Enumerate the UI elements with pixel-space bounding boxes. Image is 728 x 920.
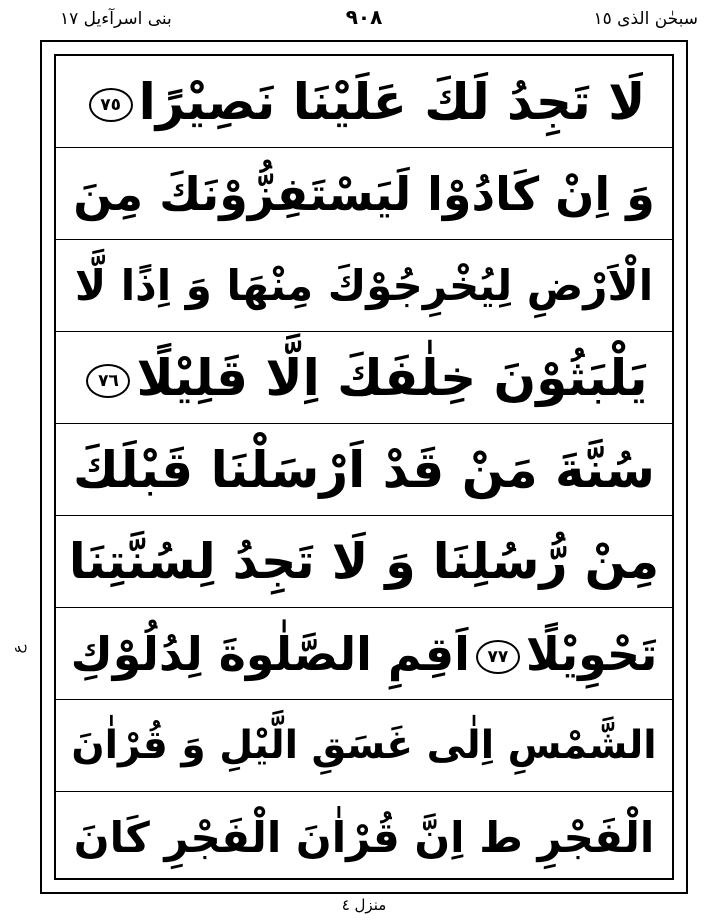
verse-segment: الْفَجْرِ ط اِنَّ قُرْاٰنَ الْفَجْرِ كَانَ bbox=[73, 813, 655, 862]
verse-segment: سُنَّةَ مَنْ قَدْ اَرْسَلْنَا قَبْلَكَ bbox=[73, 440, 655, 499]
verse-line bbox=[56, 608, 672, 700]
verse-line-text bbox=[80, 332, 647, 424]
verse-line bbox=[56, 56, 672, 148]
ayah-number-marker: ٧٧ bbox=[476, 640, 520, 674]
ayah-number-marker: ٧٥ bbox=[89, 88, 133, 122]
verse-line bbox=[56, 792, 672, 884]
verse-segment: وَ اِنْ كَادُوْا لَيَسْتَفِزُّوْنَكَ مِنَ bbox=[73, 166, 655, 221]
verse-segment: لَا تَجِدُ لَكَ عَلَيْنَا نَصِيْرًا bbox=[138, 72, 646, 131]
ayah-number-marker: ٧٦ bbox=[86, 364, 130, 398]
ruku-marker: ع bbox=[9, 644, 27, 654]
verse-line-text bbox=[71, 700, 656, 792]
verse-line bbox=[56, 332, 672, 424]
verse-line bbox=[56, 240, 672, 332]
verse-segment: الْاَرْضِ لِيُخْرِجُوْكَ مِنْهَا وَ اِذًا لَّا bbox=[74, 260, 654, 310]
page-number: ٩٠٨ bbox=[345, 5, 383, 29]
verse-line-text bbox=[74, 792, 654, 884]
verse-line bbox=[56, 424, 672, 516]
verse-line-text bbox=[73, 148, 655, 240]
verse-segment: يَلْبَثُوْنَ خِلٰفَكَ اِلَّا قَلِيْلًا bbox=[136, 348, 648, 407]
verse-line-text bbox=[75, 240, 653, 332]
verse-segment: الشَّمْسِ اِلٰى غَسَقِ الَّيْلِ وَ قُرْاٰنَ bbox=[71, 722, 657, 768]
verse-segment: مِنْ رُّسُلِنَا وَ لَا تَجِدُ لِسُنَّتِنَا bbox=[68, 532, 660, 590]
verse-line bbox=[56, 148, 672, 240]
verse-line-text bbox=[69, 516, 659, 608]
header-surah-para: سبحٰن الذی ١٥ bbox=[593, 9, 698, 29]
verse-line-text bbox=[73, 424, 655, 516]
manzil-footer: منزل ٤ bbox=[341, 896, 387, 914]
header-surah-name: بنی اسرآءیل ١٧ bbox=[60, 9, 172, 29]
verse-line-text bbox=[71, 608, 658, 700]
verse-line bbox=[56, 516, 672, 608]
verse-segment: تَحْوِيْلًا bbox=[525, 626, 658, 681]
verse-line-text bbox=[83, 56, 646, 148]
verse-line bbox=[56, 700, 672, 792]
verse-segment: اَقِمِ الصَّلٰوةَ لِدُلُوْكِ bbox=[70, 626, 470, 681]
